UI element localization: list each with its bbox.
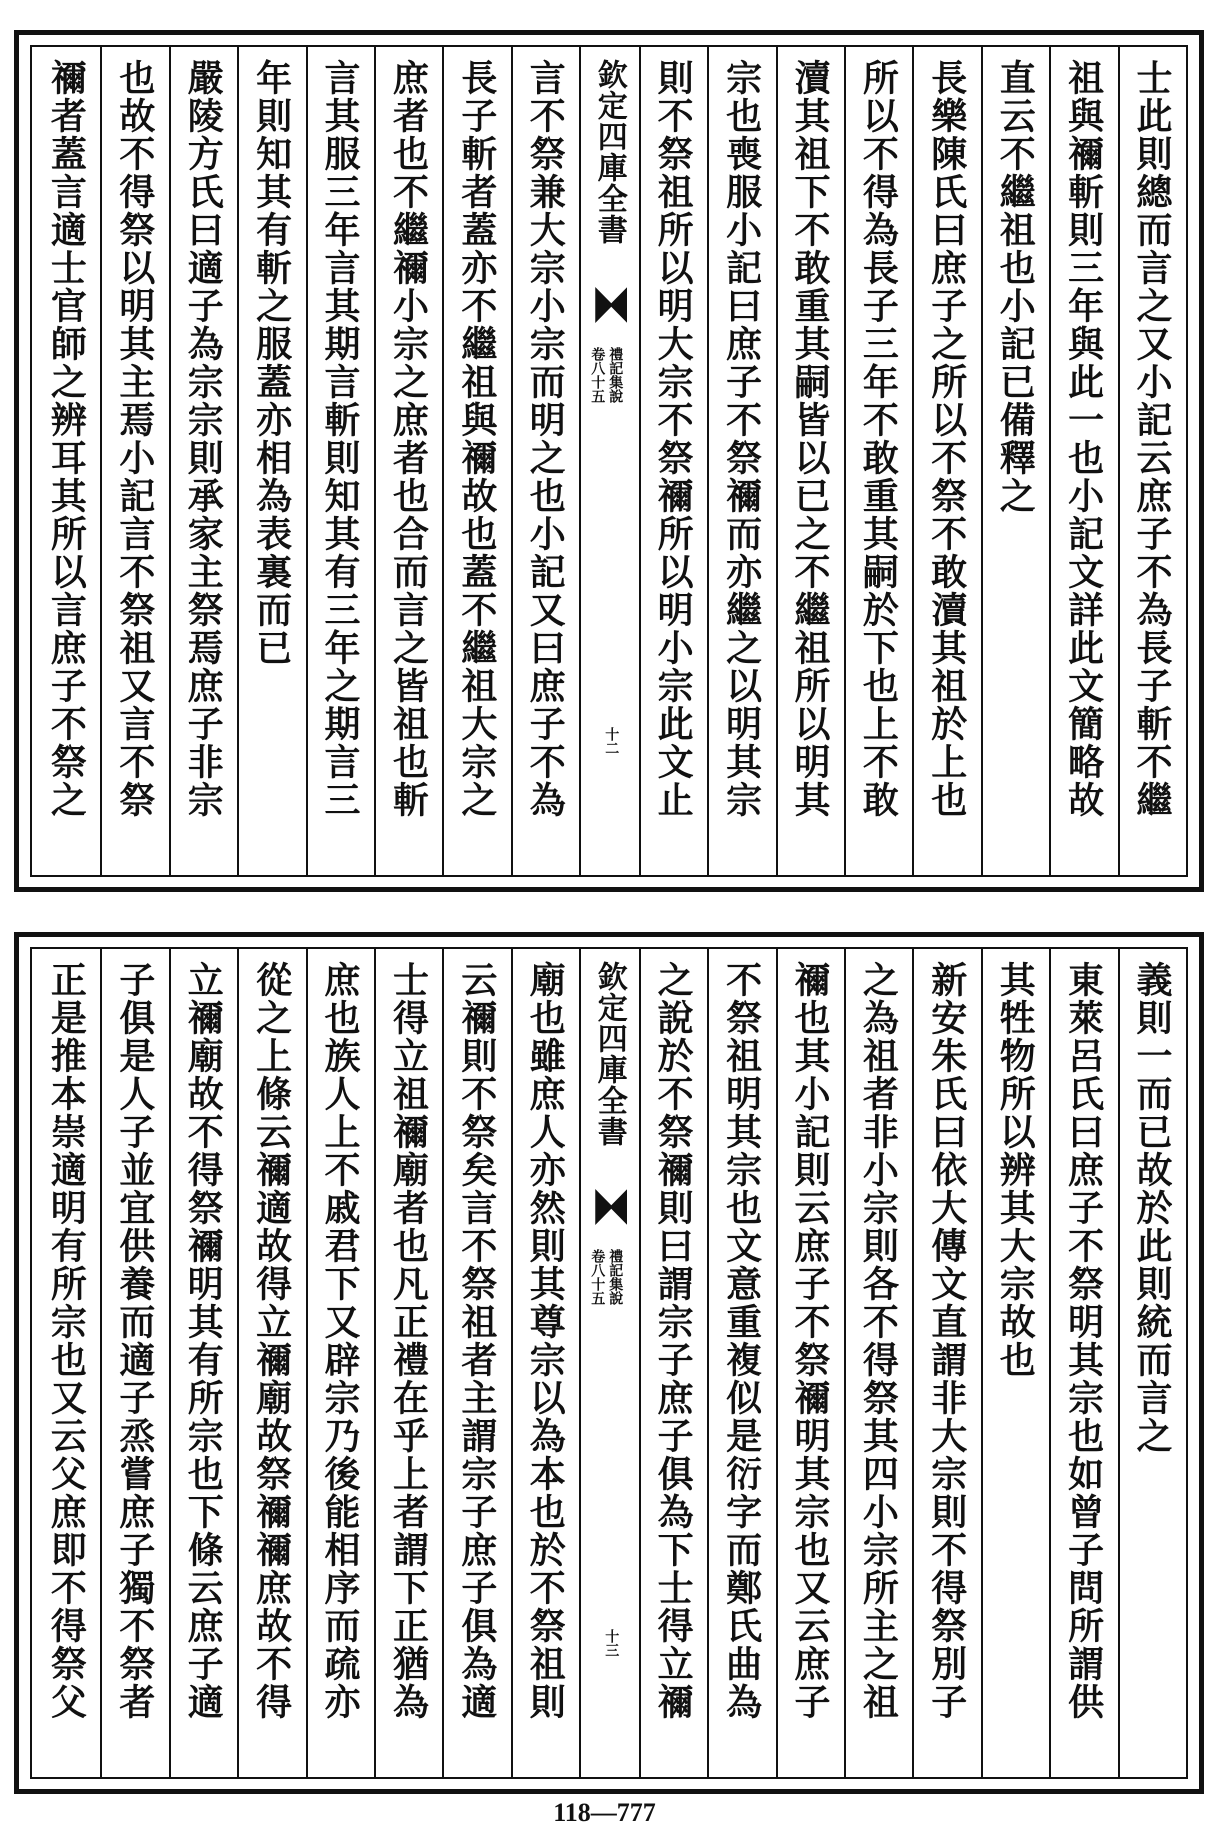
text-column: 其牲物所以辨其大宗故也 xyxy=(981,949,1049,1777)
text-column: 子俱是人子並宜供養而適子烝嘗庶子獨不祭者 xyxy=(100,949,168,1777)
text-column: 直云不繼祖也小記已備釋之 xyxy=(981,47,1049,875)
bottom-page xyxy=(14,932,1204,1794)
text-column: 義則一而已故於此則統而言之 xyxy=(1118,949,1186,1777)
text-column: 禰者蓋言適士官師之辨耳其所以言庶子不祭之 xyxy=(45,59,88,819)
fold-title: 欽定四庫全書 xyxy=(591,59,627,245)
text-column: 士此則總而言之又小記云庶子不為長子斬不繼 xyxy=(1118,47,1186,875)
text-column: 瀆其祖下不敢重其嗣皆以已之不繼祖所以明其 xyxy=(776,47,844,875)
fishtail-mark-icon xyxy=(595,1189,627,1225)
fold-page-number: 十三 xyxy=(603,1629,620,1657)
text-column: 祖與禰斬則三年與此一也小記文詳此文簡略故 xyxy=(1049,47,1117,875)
text-column: 東萊呂氏曰庶子不祭明其宗也如曾子問所謂供 xyxy=(1049,949,1117,1777)
text-column: 年則知其有斬之服蓋亦相為表裏而已 xyxy=(237,47,305,875)
text-column: 庶也族人上不戚君下又辟宗乃後能相序而疏亦 xyxy=(306,949,374,1777)
text-column: 也故不得祭以明其主焉小記言不祭祖又言不祭 xyxy=(100,47,168,875)
top-page-frame xyxy=(30,45,1188,877)
text-column: 禰也其小記則云庶子不祭禰明其宗也又云庶子 xyxy=(776,949,844,1777)
text-column: 嚴陵方氏曰適子為宗宗則承家主祭焉庶子非宗 xyxy=(169,47,237,875)
text-column: 庶者也不繼禰小宗之庶者也合而言之皆祖也斬 xyxy=(374,47,442,875)
center-fold-column xyxy=(579,949,638,1777)
top-page xyxy=(14,30,1204,892)
text-column: 言其服三年言其期言斬則知其有三年之期言三 xyxy=(306,47,374,875)
text-column: 立禰廟故不得祭禰明其有所宗也下條云庶子適 xyxy=(169,949,237,1777)
fold-page-number: 十二 xyxy=(603,727,620,755)
bottom-page-frame xyxy=(30,947,1188,1779)
fold-title: 欽定四庫全書 xyxy=(591,961,627,1147)
text-column: 正是推本崇適明有所宗也又云父庶即不得祭父 xyxy=(45,961,88,1721)
text-column: 長子斬者蓋亦不繼祖與禰故也蓋不繼祖大宗之 xyxy=(442,47,510,875)
footer-page-reference: 118—777 xyxy=(553,1798,656,1827)
fishtail-mark-icon xyxy=(595,287,627,323)
text-column: 宗也喪服小記曰庶子不祭禰而亦繼之以明其宗 xyxy=(707,47,775,875)
text-column: 新安朱氏曰依大傳文直謂非大宗則不得祭別子 xyxy=(912,949,980,1777)
text-column: 之說於不祭禰則曰謂宗子庶子俱為下士得立禰 xyxy=(639,949,707,1777)
text-column: 言不祭兼大宗小宗而明之也小記又曰庶子不為 xyxy=(511,47,579,875)
fold-volume: 卷八十五 xyxy=(589,1249,606,1305)
text-column: 云禰則不祭矣言不祭祖者主謂宗子庶子俱為適 xyxy=(442,949,510,1777)
fold-book-title: 禮記集說 xyxy=(607,347,624,403)
text-column: 不祭祖明其宗也文意重複似是衍字而鄭氏曲為 xyxy=(707,949,775,1777)
center-fold-column xyxy=(579,47,638,875)
text-column: 則不祭祖所以明大宗不祭禰所以明小宗此文止 xyxy=(639,47,707,875)
text-column: 之為祖者非小宗則各不得祭其四小宗所主之祖 xyxy=(844,949,912,1777)
fold-book-title: 禮記集說 xyxy=(607,1249,624,1305)
text-column: 從之上條云禰適故得立禰廟故祭禰禰庶故不得 xyxy=(237,949,305,1777)
fold-volume: 卷八十五 xyxy=(589,347,606,403)
text-column: 長樂陳氏曰庶子之所以不祭不敢瀆其祖於上也 xyxy=(912,47,980,875)
text-column: 所以不得為長子三年不敢重其嗣於下也上不敢 xyxy=(844,47,912,875)
text-column: 士得立祖禰廟者也凡正禮在乎上者謂下正猶為 xyxy=(374,949,442,1777)
text-column: 廟也雖庶人亦然則其尊宗以為本也於不祭祖則 xyxy=(511,949,579,1777)
